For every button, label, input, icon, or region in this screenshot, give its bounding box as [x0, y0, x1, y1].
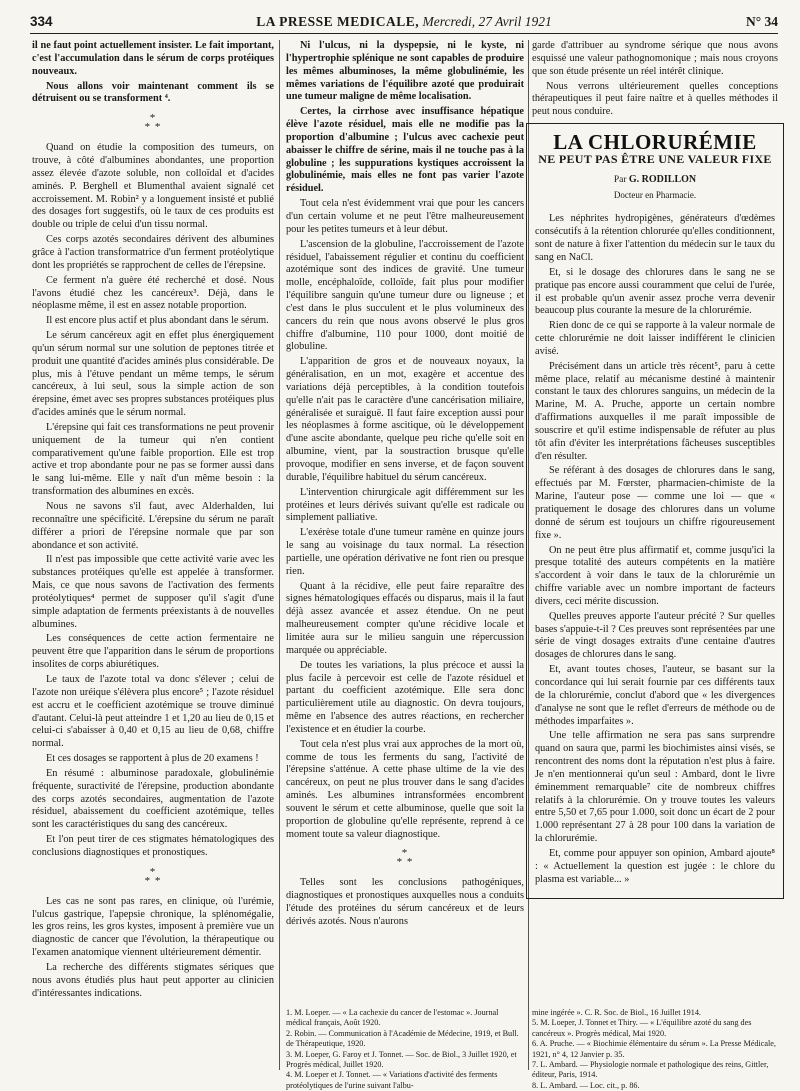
- footnotes-right: [532, 1008, 778, 1091]
- section-separator: * * *: [144, 112, 162, 134]
- footnote: 2. Robin. — Communication à l'Académie de Médecine, 1919, et Bull. de Thérapeutique, 1920.: [286, 1028, 519, 1049]
- paragraph: garde d'attribuer au syndrome sérique que nous avons esquissé une valeur pathognomonique ; mais nous croyons que son étude présente un réel intérêt clinique.: [532, 40, 778, 77]
- paragraph: Les conséquences de cette action fermentaire ne peuvent être que l'apparition dans le sérum de proportions insolites de corps abiurétiques.: [32, 633, 274, 671]
- paragraph: Quand on étudie la composition des tumeurs, on trouve, à côté d'albumines abondantes, une proportion assez élevée d'azote soluble, non colloïdal et d'acides aminés. P. Berghell et Blumenthal avaient signalé cet accroissement. M. Robin² y a longuement insisté et publié des dosages fort suggestifs, où le taux de ces produits est double ou triple de celui d'un tissu normal.: [32, 142, 274, 231]
- paragraph: Certes, la cirrhose avec insuffisance hépatique élève l'azote résiduel, mais elle ne modifie pas la proportion d'albumine ; l'ulcus avec cachexie peut abaisser le chiffre de sérine, mais il ne touche pas à la globuline ; les suppurations kystiques accroissent la globulinémie, mais elles ne font pas varier l'azote résiduel.: [286, 106, 524, 195]
- column-divider-1: [279, 40, 280, 1070]
- paragraph: En résumé : albuminose paradoxale, globulinémie fréquente, suractivité de l'érepsine, production abondante des corps azotés secondaires, augmentation de l'azote résiduel, abaissement du coefficient azotémique, telles sont les caractéristiques du sang des cancéreux.: [32, 767, 274, 831]
- paragraph: il ne faut point actuellement insister. Le fait important, c'est l'accumulation dans le sérum de corps protéiques nouveaux.: [32, 40, 274, 77]
- column-3: [532, 40, 778, 899]
- paragraph: Et l'on peut tirer de ces stigmates hématologiques des conclusions diagnostiques et pronostiques.: [32, 834, 274, 858]
- paragraph: La recherche des différents stigmates sériques que nous avons étudiés plus haut peut apporter au clinicien d'intéressantes indications.: [32, 962, 274, 999]
- paragraph: Il est encore plus actif et plus abondant dans le sérum.: [46, 315, 269, 327]
- footnotes-left: [286, 1008, 524, 1091]
- column-1: [32, 40, 274, 1003]
- column-2: [286, 40, 524, 931]
- paragraph: Et, avant toutes choses, l'auteur, se basant sur la concordance qui lui serait fournie par ces différents taux de la chlorurémie, conclut d'abord que « les divergences d'analyse ne sont que le reflet d'erreurs de méthode ou de méthodes imparfaites ».: [535, 664, 775, 727]
- paragraph: Et, si le dosage des chlorures dans le sang ne se pratique pas encore aussi couramment que celui de l'urée, il est probable qu'un avenir assez proche verra devenir beaucoup plus courante la mesure de la chlorurémie.: [535, 266, 775, 317]
- paragraph: Quelles preuves apporte l'auteur précité ? Sur quelles bases s'appuie-t-il ? Ces preuves sont représentées par une série de vingt dosages extraits d'une centaine d'autres dosages de chlorures dans le sang.: [535, 610, 775, 661]
- paragraph: L'érepsine qui fait ces transformations ne peut provenir uniquement de la tumeur qui n'en contient comparativement qu'une faible proportion. Elle est trop active et trop abondante pour ne pas se former aussi dans le sang lui-même. Elle y naît d'un même besoin : la transformation des albumines en excès.: [32, 421, 274, 498]
- paragraph: Tout cela n'est plus vrai aux approches de la mort où, comme de tous les ferments du sang, l'activité de l'érepsine s'atténue. A cette phase ultime de la vie des cancéreux, on peut ne plus trouver dans le sang d'acides aminés. Les albumines intransformées encombrent souvent le sérum et cette albuminose, quelle que soit la proportion de globuline qu'elle représente, reprend à ce moment toute sa valeur diagnostique.: [286, 738, 524, 840]
- paragraph: Il n'est pas impossible que cette activité varie avec les substances protéiques qu'elle est appelée à transformer. Mais, ce que nous savons de l'activation des ferments protéolytiques⁴ permet de supposer qu'il s'agit d'une simple adaptation de ferments préexistants à de nouvelles albumines.: [32, 554, 274, 630]
- page-header: [30, 12, 778, 34]
- paragraph: Le taux de l'azote total va donc s'élever ; celui de l'azote non uréique s'élèvera plus encore⁵ ; l'azote résiduel est accru et le coefficient azotémique se trouve diminué d'autant. Celui-là peut atteindre 1 et 1,20 au lieu de 0,15 et celui-ci s'abaisser à 0,40 et 0,15 au lieu de 0,68, chiffre normal.: [32, 673, 274, 750]
- paragraph: Rien donc de ce qui se rapporte à la valeur normale de cette chlorurémie ne doit laisser indifférent le clinicien avisé.: [535, 320, 775, 357]
- author-prefix: Par: [613, 174, 627, 185]
- paragraph: Tout cela n'est évidemment vrai que pour les cancers d'un certain volume et ne peut l'être malheureusement pour les petites tumeurs et à leur début.: [286, 198, 524, 235]
- paragraph: Précisément dans un article très récent⁵, paru à cette même place, relatif au mécanisme destiné à maintenir constant le taux des chlorures sanguins, un médecin de la Marine, M. A. Pruche, apporte un certain nombre d'affirmations auxquelles il me paraît impossible de souscrire et qu'il estime indispensable de réfuter au plus tôt afin d'éviter les interprétations fâcheuses susceptibles d'en résulter.: [535, 360, 775, 462]
- paragraph: Se référant à des dosages de chlorures dans le sang, effectués par M. Fœrster, pharmacien-chimiste de la Marine, l'auteur pose — comme une loi — que « pratiquement le dosage des chlorures dans un volume donné de sérum est toujours un chiffre rigoureusement fixe ».: [535, 465, 775, 541]
- paragraph: Une telle affirmation ne sera pas sans surprendre quand on saura que, parmi les biochimistes ainsi visés, se rencontrent des noms dont la réputation n'est plus à faire. Je n'en mentionnerai qu'un seul : Ambard, dont le livre éminemment remarquable⁷ cite de nombreux chiffres relatifs à la chlorurémie. On y trouve toutes les valeurs entre 5,50 et 7,65 pour 1.000, soit donc un écart de 2 pour 1.000 représentant 27 à 28 pour 100 dans la variation de la chlorurémie.: [535, 730, 775, 845]
- section-separator: * * *: [144, 865, 162, 887]
- header-rule: [30, 33, 778, 34]
- paragraph: Nous verrons ultérieurement quelles conceptions thérapeutiques il peut faire naître et à quelles méthodes il peut nous conduire.: [532, 80, 778, 118]
- paragraph: Ce ferment n'a guère été recherché et dosé. Nous l'avons étudié chez les cancéreux³. Déjà, dans le néoplasme même, il est en assez notable proportion.: [32, 274, 274, 312]
- article-author: [535, 174, 775, 187]
- section-separator: * * *: [396, 847, 414, 869]
- article-box: [526, 123, 784, 899]
- paragraph: Quant à la récidive, elle peut faire reparaître des signes hématologiques effacés ou disparus, mais il la faut déjà assez avancée et assez étendue. On ne peut malheureusement compter qu'une récidive locale et limitée aura sur le milieu sanguin une répercussion marquée ou appréciable.: [286, 580, 524, 656]
- footnote: 6. A. Pruche. — « Biochimie élémentaire du sérum ». La Presse Médicale, 1921, n° 4, 12 Janvier p. 35.: [532, 1039, 776, 1059]
- paragraph: Nous allons voir maintenant comment ils se détruisent ou se transforment ⁴.: [32, 80, 274, 105]
- article-subtitle: NE PEUT PAS ÊTRE UNE VALEUR FIXE: [538, 151, 772, 166]
- paragraph: On ne peut être plus affirmatif et, comme jusqu'ici la presque totalité des auteurs compétents en la matière s'accordent à voir dans le taux de la chlorurémie un chiffre variable avec un nombre important de facteurs divers, ceci mérite discussion.: [535, 544, 775, 607]
- footnote: 4. M. Loeper et J. Tonnet. — « Variations d'activité des ferments protéolytiques de l'urine suivant l'albu-: [286, 1070, 498, 1090]
- article-title: LA CHLORURÉMIE: [553, 130, 757, 155]
- footnote: 8. L. Ambard. — Loc. cit., p. 86.: [532, 1080, 640, 1090]
- author-name: G. RODILLON: [628, 173, 697, 185]
- footnote: 7. L. Ambard. — Physiologie normale et pathologique des reins, Gittler, éditeur, Paris, 1914.: [532, 1060, 769, 1080]
- issue-date: Mercredi, 27 Avril 1921: [422, 14, 552, 29]
- author-role: Docteur en Pharmacie.: [613, 189, 697, 200]
- page-number: 334: [30, 14, 53, 29]
- issue-number: N° 34: [745, 14, 778, 29]
- running-title: [30, 14, 778, 30]
- footnote: 3. M. Loeper, G. Faroy et J. Tonnet. — Soc. de Biol., 3 Juillet 1920, et Progrès médical, Juillet 1920.: [286, 1049, 517, 1070]
- footnote: 5. M. Loeper, J. Tonnet et Thiry. — « L'équilibre azoté du sang des cancéreux ». Progrès médical, Mai 1920.: [532, 1018, 752, 1038]
- paragraph: Le sérum cancéreux agit en effet plus énergiquement qu'un sérum normal sur une solution de peptones titrée et produit une quantité d'acides aminés plus considérable. De plus, mis à l'étuve pendant un même temps, le sérum cancéreux, à lui seul, sous la simple action de son érepsine, émet avec ses propres substances protéiques plus d'acides aminés que le sérum normal.: [32, 330, 274, 419]
- paragraph: L'apparition de gros et de nouveaux noyaux, la généralisation, en un mot, exagère et accentue des variations déjà perceptibles, à la condition toutefois qu'elle n'ait pas le caractère d'une cancérisation miliaire, généralisée et suraiguë. Il faut faire exception aussi pour les néoplasmes à forme ascitique, où le développement d'une ascite abondante, quelque peu riche qu'elle soit en albumine, vient, par la soustraction brusque qu'elle provoque, modifier en sens inverse, et de façon souvent durable, l'équilibre habituel du sérum cancéreux.: [286, 356, 524, 483]
- paragraph: Les cas ne sont pas rares, en clinique, où l'urémie, l'ulcus gastrique, l'apepsie chronique, la splénomégalie, les gros reins, les gros kystes, imposent à première vue un diagnostic de cancer que l'évolution, la thérapeutique ou l'examen anatomique viennent ultérieurement démentir.: [32, 895, 274, 959]
- paragraph: L'exérèse totale d'une tumeur ramène en quinze jours le sang au voisinage du taux normal. La résection partielle, une opération dérivative ne font rien ou presque rien.: [286, 527, 524, 577]
- paragraph: L'intervention chirurgicale agit différemment sur les protéines et leurs dérivés suivant qu'elle est radicale ou simplement palliative.: [286, 486, 524, 524]
- paragraph: Telles sont les conclusions pathogéniques, diagnostiques et pronostiques auxquelles nous a conduits l'étude des protéines du sérum cancéreux et de leurs dérivés azotés. Nous n'aurons: [286, 877, 524, 927]
- paragraph: Et ces dosages se rapportent à plus de 20 examens !: [46, 753, 259, 765]
- paragraph: Les néphrites hydropigènes, générateurs d'œdèmes consécutifs à la rétention chlorurée qu'elles conditionnent, sont de nature à fixer l'attention du médecin sur le taux du sang en NaCl.: [535, 213, 775, 263]
- paragraph: Nous ne savons s'il faut, avec Alderhalden, lui reconnaître une spécificité. L'érepsine du sérum ne paraît différer a priori de l'érepsine normale que par son abondance et son activité.: [32, 501, 274, 551]
- paragraph: L'ascension de la globuline, l'accroissement de l'azote résiduel, l'abaissement régulier et continu du coefficient azotémique sont des indices de gravité. Une tumeur molle, encéphaloïde, colloïde, fait plus pour modifier l'équilibre sanguin qu'une tumeur dure ou ligneuse ; et c'est dans le plus succulent et le plus volumineux des cancers du rein que nous avons observé le plus gros chiffre d'albumine, 110 pour 1000, dont moitié de globuline.: [286, 238, 524, 353]
- paragraph: De toutes les variations, la plus précoce et aussi la plus facile à percevoir est celle de l'azote résiduel et partant du coefficient azotémique. Elle sera donc particulièrement utile au diagnostic. On devra toujours, même en l'absence des autres réactions, en rechercher l'existence et en étudier la courbe.: [286, 659, 524, 735]
- paragraph: Et, comme pour appuyer son opinion, Ambard ajoute⁸ : « Actuellement la question est jugée : le chlore du plasma est variable... »: [535, 847, 775, 885]
- footnote: mine ingérée ». C. R. Soc. de Biol., 16 Juillet 1914.: [532, 1008, 701, 1017]
- journal-name: LA PRESSE MEDICALE,: [256, 14, 420, 29]
- paragraph: Ni l'ulcus, ni la dyspepsie, ni le kyste, ni l'hypertrophie splénique ne sont capables de produire les mêmes albuminoses, la même globulinémie, les mêmes variations de l'équilibre azoté que produirait une tumeur maligne de même localisation.: [286, 40, 524, 103]
- footnote: 1. M. Loeper. — « La cachexie du cancer de l'estomac ». Journal médical français, Août 1920.: [286, 1008, 499, 1028]
- paragraph: Ces corps azotés secondaires dérivent des albumines grâce à l'action transformatrice d'un ferment protéolytique dont les propriétés se rapprochent de celles de l'érepsine.: [32, 234, 274, 271]
